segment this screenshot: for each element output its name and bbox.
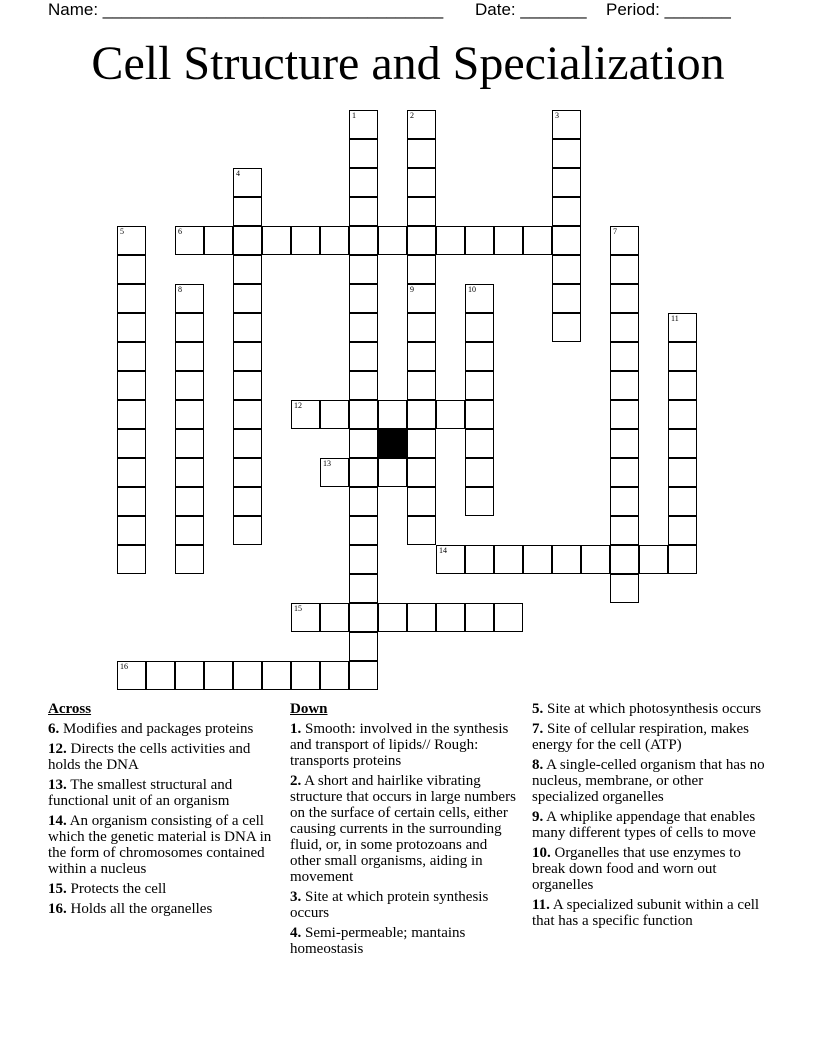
clue-down_col1-1	[290, 721, 520, 769]
clue-down_col2-11	[532, 897, 772, 929]
grid-cell[interactable]	[233, 458, 262, 487]
clue-number: 1.	[290, 721, 302, 737]
grid-cell[interactable]	[465, 400, 494, 429]
grid-cell[interactable]	[349, 226, 378, 255]
grid-cell[interactable]	[233, 487, 262, 516]
grid-cell[interactable]	[581, 545, 610, 574]
clue-number: 11.	[532, 897, 550, 913]
clue-number: 15.	[48, 881, 67, 897]
grid-cell[interactable]	[610, 458, 639, 487]
clue-number: 2.	[290, 773, 302, 789]
grid-cell[interactable]	[407, 603, 436, 632]
grid-cell[interactable]	[320, 603, 349, 632]
clue-across-12	[48, 741, 273, 773]
grid-cell[interactable]	[262, 661, 291, 690]
clue-text: A short and hairlike vibrating structure that occurs in large numbers on the surface of certain cells, either causing currents in the surrounding fluid, or, in some protozoans and other small organisms, aiding in movement	[290, 773, 516, 885]
grid-cell-number: 16	[120, 662, 128, 671]
grid-cell[interactable]	[175, 516, 204, 545]
grid-cell[interactable]	[552, 545, 581, 574]
grid-cell[interactable]	[349, 516, 378, 545]
grid-cell[interactable]	[436, 226, 465, 255]
grid-cell[interactable]	[117, 255, 146, 284]
clue-number: 16.	[48, 901, 67, 917]
grid-cell[interactable]	[523, 545, 552, 574]
grid-cell-number: 11	[671, 314, 679, 323]
grid-cell[interactable]	[349, 110, 378, 139]
grid-cell[interactable]	[175, 313, 204, 342]
grid-cell[interactable]	[291, 226, 320, 255]
grid-cell[interactable]	[668, 458, 697, 487]
grid-cell[interactable]	[552, 313, 581, 342]
grid-cell-number: 13	[323, 459, 331, 468]
grid-cell[interactable]	[465, 313, 494, 342]
grid-cell[interactable]	[175, 371, 204, 400]
clue-number: 4.	[290, 925, 302, 941]
grid-cell[interactable]	[349, 458, 378, 487]
grid-cell-number: 12	[294, 401, 302, 410]
grid-cell[interactable]	[291, 400, 320, 429]
clue-number: 10.	[532, 845, 551, 861]
clue-text: Semi-permeable; mantains homeostasis	[290, 925, 466, 957]
grid-cell[interactable]	[233, 661, 262, 690]
clue-text: Organelles that use enzymes to break down food and worn out organelles	[532, 845, 741, 893]
grid-cell[interactable]	[233, 255, 262, 284]
grid-cell[interactable]	[610, 574, 639, 603]
grid-cell[interactable]	[407, 458, 436, 487]
grid-cell[interactable]	[668, 516, 697, 545]
grid-cell[interactable]	[610, 313, 639, 342]
grid-cell[interactable]	[320, 400, 349, 429]
clue-across-15	[48, 881, 273, 897]
grid-cell[interactable]	[233, 342, 262, 371]
grid-cell[interactable]	[175, 284, 204, 313]
grid-cell[interactable]	[407, 139, 436, 168]
period-field[interactable]: Period: _______	[606, 0, 731, 19]
grid-cell-number: 14	[439, 546, 447, 555]
grid-cell-number: 8	[178, 285, 182, 294]
grid-cell[interactable]	[610, 226, 639, 255]
grid-cell[interactable]	[552, 255, 581, 284]
grid-cell-number: 4	[236, 169, 240, 178]
grid-cell[interactable]	[407, 371, 436, 400]
grid-cell[interactable]	[639, 545, 668, 574]
grid-cell[interactable]	[175, 487, 204, 516]
clue-number: 14.	[48, 813, 67, 829]
grid-cell[interactable]	[610, 400, 639, 429]
grid-cell[interactable]	[349, 284, 378, 313]
grid-cell[interactable]	[349, 197, 378, 226]
grid-cell[interactable]	[233, 197, 262, 226]
grid-cell[interactable]	[175, 545, 204, 574]
clue-number: 5.	[532, 701, 544, 717]
grid-cell[interactable]	[349, 545, 378, 574]
grid-cell[interactable]	[320, 661, 349, 690]
grid-cell[interactable]	[552, 110, 581, 139]
grid-cell-number: 9	[410, 285, 414, 294]
grid-cell[interactable]	[233, 429, 262, 458]
grid-cell[interactable]	[610, 255, 639, 284]
grid-cell[interactable]	[349, 429, 378, 458]
grid-cell[interactable]	[175, 661, 204, 690]
grid-cell[interactable]	[407, 197, 436, 226]
grid-cell[interactable]	[610, 371, 639, 400]
grid-cell[interactable]	[465, 429, 494, 458]
clue-across-6	[48, 721, 273, 737]
grid-cell[interactable]	[349, 313, 378, 342]
grid-cell[interactable]	[407, 110, 436, 139]
grid-cell[interactable]	[552, 139, 581, 168]
grid-cell[interactable]	[668, 342, 697, 371]
clue-down_col2-7	[532, 721, 772, 753]
grid-cell[interactable]	[117, 313, 146, 342]
grid-cell[interactable]	[233, 284, 262, 313]
grid-cell-number: 2	[410, 111, 414, 120]
clue-text: A whiplike appendage that enables many different types of cells to move	[532, 809, 756, 841]
grid-cell[interactable]	[610, 487, 639, 516]
grid-cell[interactable]	[407, 516, 436, 545]
date-field[interactable]: Date: _______	[475, 0, 587, 19]
clue-down_col2-8	[532, 757, 772, 805]
grid-cell[interactable]	[117, 487, 146, 516]
down-clues-column-1	[290, 701, 520, 961]
clue-across-16	[48, 901, 273, 917]
grid-cell-number: 15	[294, 604, 302, 613]
grid-cell-number: 10	[468, 285, 476, 294]
grid-cell[interactable]	[407, 226, 436, 255]
grid-cell[interactable]	[668, 545, 697, 574]
grid-cell[interactable]	[117, 429, 146, 458]
clue-number: 6.	[48, 721, 60, 737]
grid-cell[interactable]	[465, 371, 494, 400]
grid-cell[interactable]	[436, 603, 465, 632]
clue-down_col1-4	[290, 925, 520, 957]
grid-cell[interactable]	[465, 458, 494, 487]
grid-cell[interactable]	[407, 487, 436, 516]
grid-cell[interactable]	[117, 516, 146, 545]
grid-cell[interactable]	[175, 226, 204, 255]
grid-cell[interactable]	[465, 226, 494, 255]
clue-text: A specialized subunit within a cell that has a specific function	[532, 897, 760, 929]
grid-cell[interactable]	[436, 400, 465, 429]
clue-number: 13.	[48, 777, 67, 793]
grid-cell[interactable]	[117, 458, 146, 487]
grid-cell[interactable]	[610, 429, 639, 458]
grid-cell[interactable]	[407, 342, 436, 371]
grid-cell[interactable]	[465, 342, 494, 371]
grid-cell[interactable]	[349, 574, 378, 603]
grid-cell[interactable]	[117, 661, 146, 690]
grid-cell[interactable]	[349, 632, 378, 661]
page-title: Cell Structure and Specialization	[91, 37, 725, 90]
grid-cell[interactable]	[668, 313, 697, 342]
grid-cell[interactable]	[378, 458, 407, 487]
grid-cell-number: 5	[120, 227, 124, 236]
clue-down_col1-3	[290, 889, 520, 921]
grid-cell[interactable]	[407, 429, 436, 458]
clue-text: A single-celled organism that has no nucleus, membrane, or other specialized organelles	[532, 757, 765, 805]
clue-number: 8.	[532, 757, 544, 773]
clue-across-13	[48, 777, 273, 809]
clue-text: An organism consisting of a cell which the genetic material is DNA in the form of chromosomes contained within a nucleus	[48, 813, 272, 877]
grid-cell[interactable]	[610, 342, 639, 371]
clue-down_col1-2	[290, 773, 520, 885]
grid-block-cell	[378, 429, 407, 458]
grid-cell[interactable]	[552, 168, 581, 197]
grid-cell[interactable]	[465, 603, 494, 632]
grid-cell[interactable]	[117, 284, 146, 313]
grid-cell[interactable]	[523, 226, 552, 255]
grid-cell[interactable]	[436, 545, 465, 574]
clue-text: Protects the cell	[66, 881, 167, 897]
grid-cell-number: 7	[613, 227, 617, 236]
grid-cell[interactable]	[465, 284, 494, 313]
grid-cell[interactable]	[117, 545, 146, 574]
grid-cell[interactable]	[349, 603, 378, 632]
grid-cell[interactable]	[291, 603, 320, 632]
clue-text: The smallest structural and functional unit of an organism	[48, 777, 233, 809]
grid-cell[interactable]	[117, 226, 146, 255]
clue-text: Directs the cells activities and holds the DNA	[48, 741, 251, 773]
grid-cell[interactable]	[175, 458, 204, 487]
grid-cell[interactable]	[146, 661, 175, 690]
grid-cell[interactable]	[320, 226, 349, 255]
grid-cell[interactable]	[117, 342, 146, 371]
grid-cell[interactable]	[175, 400, 204, 429]
grid-cell[interactable]	[233, 226, 262, 255]
grid-cell[interactable]	[233, 516, 262, 545]
across-clues	[48, 701, 273, 921]
grid-cell[interactable]	[233, 168, 262, 197]
grid-cell[interactable]	[407, 255, 436, 284]
clue-down_col2-9	[532, 809, 772, 841]
grid-cell[interactable]	[204, 226, 233, 255]
clue-down_col2-5	[532, 701, 772, 717]
grid-cell[interactable]	[349, 661, 378, 690]
grid-cell[interactable]	[465, 545, 494, 574]
grid-cell[interactable]	[610, 284, 639, 313]
grid-cell-number: 1	[352, 111, 356, 120]
grid-cell[interactable]	[378, 226, 407, 255]
grid-cell-number: 6	[178, 227, 182, 236]
grid-cell[interactable]	[610, 516, 639, 545]
clue-across-14	[48, 813, 273, 877]
grid-cell[interactable]	[407, 168, 436, 197]
clue-down_col2-10	[532, 845, 772, 893]
grid-cell[interactable]	[407, 400, 436, 429]
grid-cell[interactable]	[378, 400, 407, 429]
grid-cell[interactable]	[465, 487, 494, 516]
clue-number: 9.	[532, 809, 544, 825]
grid-cell[interactable]	[233, 400, 262, 429]
grid-cell[interactable]	[378, 603, 407, 632]
grid-cell[interactable]	[552, 226, 581, 255]
clue-text: Modifies and packages proteins	[59, 721, 254, 737]
clue-number: 7.	[532, 721, 544, 737]
grid-cell[interactable]	[349, 255, 378, 284]
grid-cell[interactable]	[349, 487, 378, 516]
clue-number: 3.	[290, 889, 302, 905]
grid-cell[interactable]	[668, 371, 697, 400]
down-heading: Down	[290, 701, 328, 717]
grid-cell[interactable]	[494, 603, 523, 632]
grid-cell[interactable]	[494, 545, 523, 574]
clue-text: Site at which photosynthesis occurs	[543, 701, 762, 717]
across-heading: Across	[48, 701, 92, 717]
clue-text: Holds all the organelles	[66, 901, 213, 917]
grid-cell[interactable]	[233, 313, 262, 342]
clue-text: Site of cellular respiration, makes energy for the cell (ATP)	[532, 721, 750, 753]
grid-cell[interactable]	[349, 168, 378, 197]
grid-cell[interactable]	[320, 458, 349, 487]
grid-cell[interactable]	[668, 400, 697, 429]
grid-cell[interactable]	[494, 226, 523, 255]
name-field[interactable]: Name: ____________________________________	[48, 0, 444, 19]
clue-text: Site at which protein synthesis occurs	[290, 889, 489, 921]
down-clues-column-2	[532, 701, 772, 933]
grid-cell[interactable]	[233, 371, 262, 400]
grid-cell[interactable]	[668, 487, 697, 516]
grid-cell[interactable]	[407, 284, 436, 313]
grid-cell[interactable]	[349, 139, 378, 168]
clue-number: 12.	[48, 741, 67, 757]
grid-cell[interactable]	[552, 284, 581, 313]
grid-cell[interactable]	[175, 342, 204, 371]
clue-text: Smooth: involved in the synthesis and transport of lipids// Rough: transports proteins	[290, 721, 509, 769]
grid-cell[interactable]	[349, 400, 378, 429]
grid-cell[interactable]	[349, 371, 378, 400]
grid-cell[interactable]	[204, 661, 233, 690]
grid-cell[interactable]	[117, 400, 146, 429]
grid-cell[interactable]	[349, 342, 378, 371]
grid-cell[interactable]	[407, 313, 436, 342]
grid-cell-number: 3	[555, 111, 559, 120]
grid-cell[interactable]	[291, 661, 320, 690]
grid-cell[interactable]	[262, 226, 291, 255]
grid-cell[interactable]	[610, 545, 639, 574]
grid-cell[interactable]	[175, 429, 204, 458]
grid-cell[interactable]	[552, 197, 581, 226]
grid-cell[interactable]	[117, 371, 146, 400]
grid-cell[interactable]	[668, 429, 697, 458]
